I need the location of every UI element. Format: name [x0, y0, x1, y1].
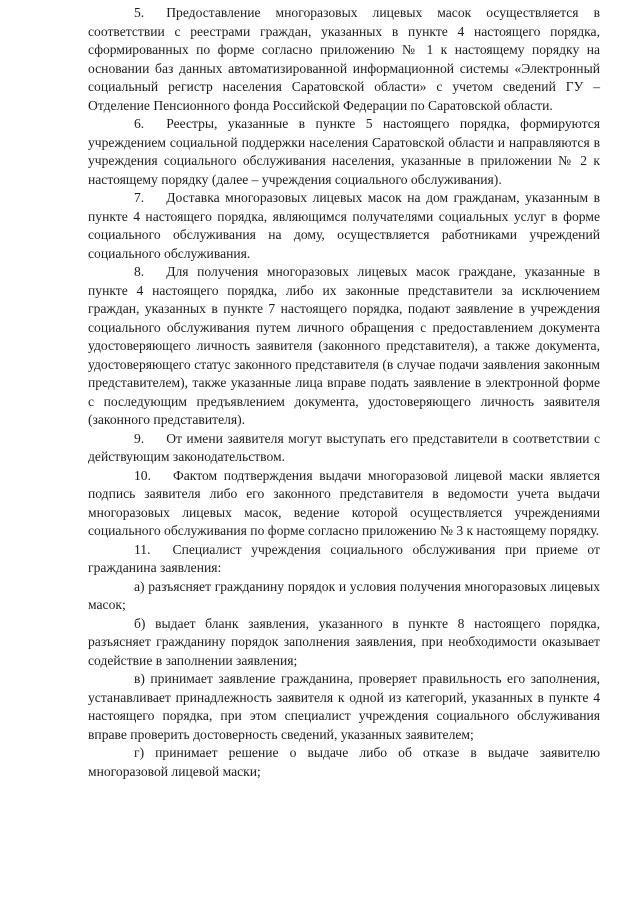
subitem-a: а) разъясняет гражданину порядок и условия получения многоразовых лицевых масок; [88, 578, 600, 612]
paragraph-text: Для получения многоразовых лицевых масок граждане, указанные в пункте 4 настоящего порядка, либо их законные представители за исключением граждан, указанных в пункте 7 настоящего порядка, подают заявление в учреждения социального обслуживания путем личного обращения с предоставлением документа удостоверяющего личность заявителя (законного представителя), а также документа, удостоверяющего статус законного представителя (в случае подачи заявления законным представителем), также указанные лица вправе подать заявление в электронной форме с последующим предъявлением документа, удостоверяющего личность заявителя (законного представителя). [88, 264, 600, 427]
paragraph-text: Специалист учреждения социального обслуживания при приеме от гражданина заявления: [88, 541, 600, 575]
document-body [88, 4, 600, 781]
paragraph-number: 5. [134, 5, 145, 20]
paragraph-6 [88, 115, 600, 189]
paragraph-5 [88, 4, 600, 115]
paragraph-11 [88, 541, 600, 578]
paragraph-number: 11. [134, 541, 151, 557]
paragraph-text: Реестры, указанные в пункте 5 настоящего порядка, формируются учреждением социальной поддержки населения Саратовской области и направляются в учреждения социального обслуживания населения, указанные в приложении № 2 к настоящему порядку (далее – учреждения социального обслуживания). [88, 116, 600, 187]
paragraph-text: Доставка многоразовых лицевых масок на дом гражданам, указанным в пункте 4 настоящего порядка, являющимся получателями социальных услуг в форме социального обслуживания на дому, осуществляется работниками учреждений социального обслуживания. [88, 190, 600, 261]
paragraph-number: 6. [134, 116, 145, 131]
paragraph-text: Предоставление многоразовых лицевых масок осуществляется в соответствии с реестрами граждан, указанных в пункте 4 настоящего порядка, сформированных по форме согласно приложению № 1 к настоящему порядку на основании баз данных автоматизированной информационной системы «Электронный социальный регистр населения Саратовской области» с учетом сведений ГУ – Отделение Пенсионного фонда Российской Федерации по Саратовской области. [88, 5, 600, 113]
paragraph-9 [88, 430, 600, 467]
paragraph-7 [88, 189, 600, 263]
subitem-v: в) принимает заявление гражданина, проверяет правильность его заполнения, устанавливает принадлежность заявителя к одной из категорий, указанных в пункте 4 настоящего порядка, при этом специалист учреждения социального обслуживания вправе проверить достоверность сведений, указанных заявителем; [88, 671, 600, 742]
paragraph-text: Фактом подтверждения выдачи многоразовой лицевой маски является подпись заявителя либо его законного представителя в ведомости учета выдачи многоразовых лицевых масок, ведение которой осуществляется учреждениями социального обслуживания по форме согласно приложению № 3 к настоящему порядку. [88, 467, 600, 538]
paragraph-number: 10. [134, 467, 151, 483]
paragraph-number: 8. [134, 264, 145, 279]
paragraph-text: От имени заявителя могут выступать его представители в соответствии с действующим законодательством. [88, 430, 600, 464]
paragraph-number: 9. [134, 430, 145, 446]
subitem-g: г) принимает решение о выдаче либо об отказе в выдаче заявителю многоразовой лицевой маски; [88, 745, 600, 779]
paragraph-8 [88, 263, 600, 430]
paragraph-number: 7. [134, 190, 145, 205]
paragraph-10 [88, 467, 600, 541]
subitem-b: б) выдает бланк заявления, указанного в пункте 8 настоящего порядка, разъясняет гражданину порядок заполнения заявления, при необходимости оказывает содействие в заполнении заявления; [88, 615, 600, 668]
